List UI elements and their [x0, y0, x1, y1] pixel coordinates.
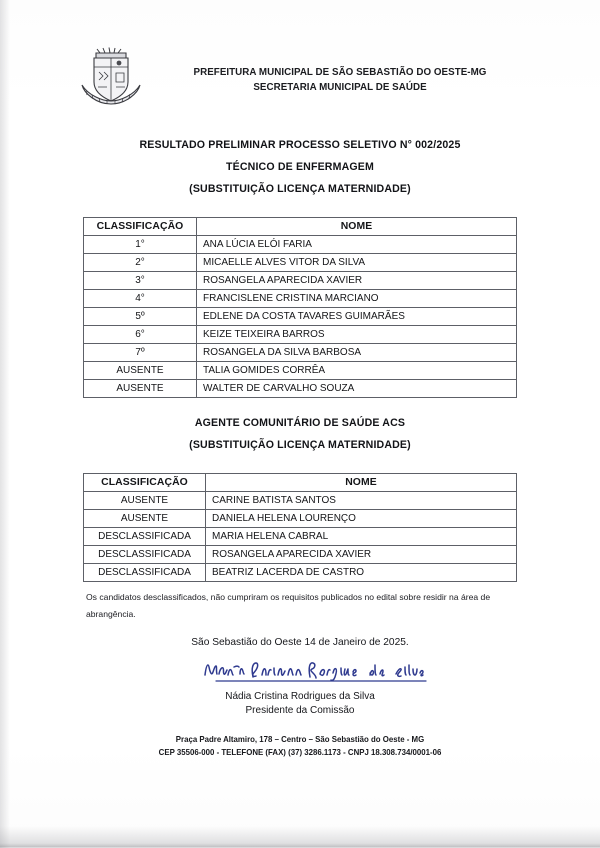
- cell-nome: EDLENE DA COSTA TAVARES GUIMARÃES: [197, 308, 517, 326]
- table-row: [84, 254, 517, 272]
- results-table-agente-comunitario: [83, 473, 517, 582]
- results-table-tecnico-enfermagem: [83, 217, 517, 398]
- signatory-role: Presidente da Comissão: [245, 705, 355, 716]
- cell-classificacao: 5º: [84, 308, 197, 326]
- header-title-block: [160, 65, 521, 95]
- table-row: [84, 528, 517, 546]
- cell-nome: ROSANGELA APARECIDA XAVIER: [197, 272, 517, 290]
- cell-nome: ROSANGELA DA SILVA BARBOSA: [197, 344, 517, 362]
- table-row: [84, 236, 517, 254]
- coat-of-arms-icon: [78, 45, 144, 107]
- table-row: [84, 272, 517, 290]
- table-row: [84, 344, 517, 362]
- cell-classificacao: AUSENTE: [84, 380, 197, 398]
- column-header-nome: NOME: [206, 474, 517, 492]
- cell-classificacao: 2°: [84, 254, 197, 272]
- table-row: [84, 362, 517, 380]
- cell-classificacao: AUSENTE: [84, 510, 206, 528]
- cell-nome: CARINE BATISTA SANTOS: [206, 492, 517, 510]
- cell-classificacao: AUSENTE: [84, 492, 206, 510]
- header-line-1: PREFEITURA MUNICIPAL DE SÃO SEBASTIÃO DO OESTE-MG: [193, 67, 487, 78]
- table-row: [84, 546, 517, 564]
- cell-nome: MICAELLE ALVES VITOR DA SILVA: [197, 254, 517, 272]
- cell-classificacao: 1°: [84, 236, 197, 254]
- table-body: [84, 492, 517, 582]
- table-row: [84, 290, 517, 308]
- disqualification-note: Os candidatos desclassificados, não cumpriram os requisitos publicados no edital sobre residir na área de abrangência.: [86, 592, 491, 619]
- table-body: [84, 236, 517, 398]
- table-row: [84, 380, 517, 398]
- table-row: [84, 326, 517, 344]
- cell-classificacao: DESCLASSIFICADA: [84, 546, 206, 564]
- cell-nome: WALTER DE CARVALHO SOUZA: [197, 380, 517, 398]
- signatory-name: Nádia Cristina Rodrigues da Silva: [225, 691, 375, 702]
- cell-nome: ANA LÚCIA ELÓI FARIA: [197, 236, 517, 254]
- cell-classificacao: 7º: [84, 344, 197, 362]
- column-header-classificacao: CLASSIFICAÇÃO: [84, 218, 197, 236]
- main-title-line-2: TÉCNICO DE ENFERMAGEM: [226, 161, 374, 173]
- signature-area: [60, 655, 540, 687]
- cell-classificacao: DESCLASSIFICADA: [84, 528, 206, 546]
- table-row: [84, 308, 517, 326]
- footer-address: Praça Padre Altamiro, 178 – Centro – São Sebastião do Oeste - MG: [175, 735, 425, 744]
- cell-nome: BEATRIZ LACERDA DE CASTRO: [206, 564, 517, 582]
- cell-classificacao: 6°: [84, 326, 197, 344]
- main-title-line-1: RESULTADO PRELIMINAR PROCESSO SELETIVO N° 002/2025: [139, 139, 461, 151]
- table-row: [84, 492, 517, 510]
- table-header-row: [84, 474, 517, 492]
- table-header-row: [84, 218, 517, 236]
- cell-nome: TALIA GOMIDES CORRÊA: [197, 362, 517, 380]
- table-row: [84, 510, 517, 528]
- table-row: [84, 564, 517, 582]
- place-and-date: São Sebastião do Oeste 14 de Janeiro de 2025.: [191, 637, 409, 648]
- header-line-2: SECRETARIA MUNICIPAL DE SAÚDE: [253, 82, 427, 93]
- document-header: [0, 42, 600, 114]
- cell-nome: MARIA HELENA CABRAL: [206, 528, 517, 546]
- cell-nome: KEIZE TEIXEIRA BARROS: [197, 326, 517, 344]
- signatory-block: [60, 690, 540, 718]
- cell-classificacao: 3°: [84, 272, 197, 290]
- secondary-title-block: [60, 412, 540, 456]
- document-footer: [67, 734, 533, 759]
- footer-contact: CEP 35506-000 - TELEFONE (FAX) (37) 3286.1173 - CNPJ 18.308.734/0001-06: [158, 747, 442, 757]
- cell-classificacao: 4°: [84, 290, 197, 308]
- secondary-title-line-1: AGENTE COMUNITÁRIO DE SAÚDE ACS: [194, 417, 406, 429]
- cell-classificacao: DESCLASSIFICADA: [84, 564, 206, 582]
- handwritten-signature-icon: [200, 655, 430, 685]
- secondary-title-line-2: (SUBSTITUIÇÃO LICENÇA MATERNIDADE): [189, 439, 411, 451]
- cell-nome: ROSANGELA APARECIDA XAVIER: [206, 546, 517, 564]
- column-header-classificacao: CLASSIFICAÇÃO: [84, 474, 206, 492]
- main-title-block: [60, 134, 540, 200]
- cell-classificacao: AUSENTE: [84, 362, 197, 380]
- column-header-nome: NOME: [197, 218, 517, 236]
- cell-nome: DANIELA HELENA LOURENÇO: [206, 510, 517, 528]
- main-title-line-3: (SUBSTITUIÇÃO LICENÇA MATERNIDADE): [189, 183, 411, 195]
- cell-nome: FRANCISLENE CRISTINA MARCIANO: [197, 290, 517, 308]
